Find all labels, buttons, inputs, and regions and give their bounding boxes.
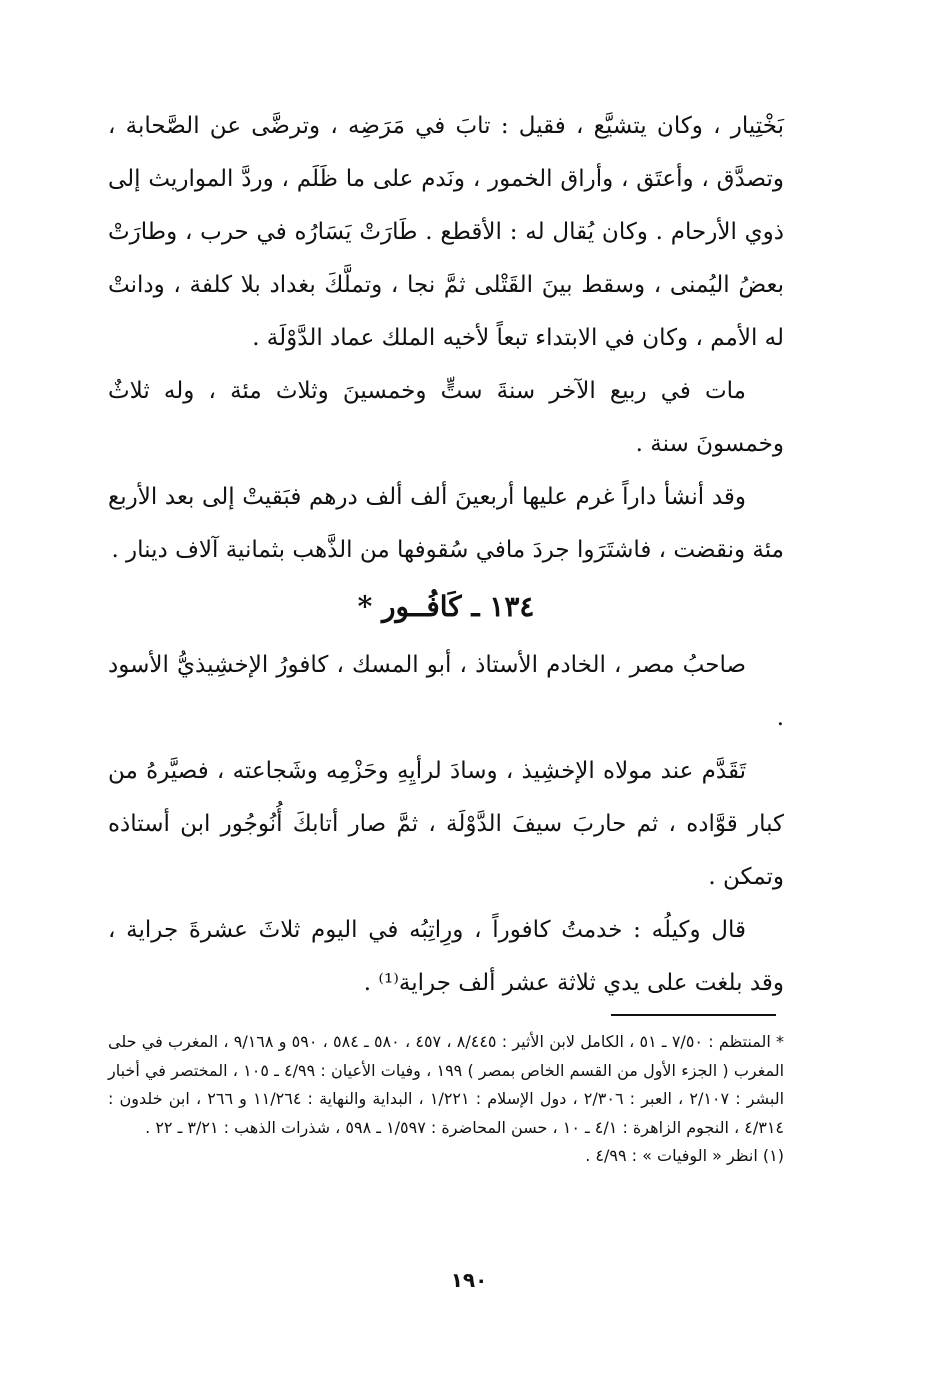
footnote-divider bbox=[611, 1014, 776, 1016]
section-heading: ١٣٤ ـ كَافُــور * bbox=[357, 590, 535, 623]
paragraph-6: قال وكيلُه : خدمتُ كافوراً ، ورِاتِبُه في اليوم ثلاثَ عشرةَ جراية ، وقد بلغت على يدي ثلاثة عشر ألف جراية⁽¹⁾ . bbox=[108, 917, 784, 996]
paragraph-3: وقد أنشأ داراً غرم عليها أربعينَ ألف ألف درهم فبَقيتْ إلى بعد الأربع مئة ونقضت ، فاشتَرَوا جردَ مافي سُقوفها من الذَّهب بثمانية آلاف دينار . bbox=[108, 484, 784, 563]
footnote-1: (١) انظر « الوفيات » : ٤/٩٩ . bbox=[585, 1146, 784, 1165]
paragraph-2: مات في ربيع الآخر سنةَ ستٍّ وخمسينَ وثلاث مئة ، وله ثلاثٌ وخمسونَ سنة . bbox=[108, 378, 784, 457]
paragraph-1: بَخْتِيار ، وكان يتشيَّع ، فقيل : تابَ في مَرَضِه ، وترضَّى عن الصَّحابة ، وتصدَّق ، وأعتَق ، وأراق الخمور ، ونَدم على ما ظَلَم ، وردَّ المواريث إلى ذوي الأرحام . وكان يُقال له : الأقطع . طَارَتْ يَسَارُه في حرب ، وطارَتْ بعضُ اليُمنى ، وسقط بينَ القَتْلى ثمَّ نجا ، وتملَّكَ بغداد بلا كلفة ، ودانتْ له الأمم ، وكان في الابتداء تبعاً لأخيه الملك عماد الدَّوْلَة . bbox=[108, 113, 784, 351]
paragraph-5: تَقَدَّم عند مولاه الإخشِيذ ، وسادَ لرأيِهِ وحَزْمِه وشَجاعته ، فصيَّرهُ من كبار قوَّاده ، ثم حاربَ سيفَ الدَّوْلَة ، ثمَّ صار أتابكَ أُنُوجُور ابن أستاذه وتمكن . bbox=[108, 758, 784, 890]
footnotes bbox=[108, 1028, 784, 1171]
footnote-sources: * المنتظم : ٧/٥٠ ـ ٥١ ، الكامل لابن الأثير : ٨/٤٤٥ ، ٤٥٧ ، ٥٨٠ ـ ٥٨٤ ، ٥٩٠ و ٩/١٦٨ ، المغرب في حلى المغرب ( الجزء الأول من القسم الخاص بمصر ) ١٩٩ ، وفيات الأعيان : ٤/٩٩ ـ ١٠٥ ، المختصر في أخبار البشر : ٢/١٠٧ ، العبر : ٢/٣٠٦ ، دول الإسلام : ١/٢٢١ ، البداية والنهاية : ١١/٢٦٤ و ٢٦٦ ، ابن خلدون : ٤/٣١٤ ، النجوم الزاهرة : ٤/١ ـ ١٠ ، حسن المحاضرة : ١/٥٩٧ ـ ٥٩٨ ، شذرات الذهب : ٣/٢١ ـ ٢٢ . bbox=[108, 1032, 785, 1137]
paragraph-4: صاحبُ مصر ، الخادم الأستاذ ، أبو المسك ، كافورُ الإخشِيذيُّ الأسود . bbox=[108, 652, 784, 731]
main-text bbox=[108, 100, 784, 1010]
page-number: ١٩٠ bbox=[450, 1268, 488, 1292]
